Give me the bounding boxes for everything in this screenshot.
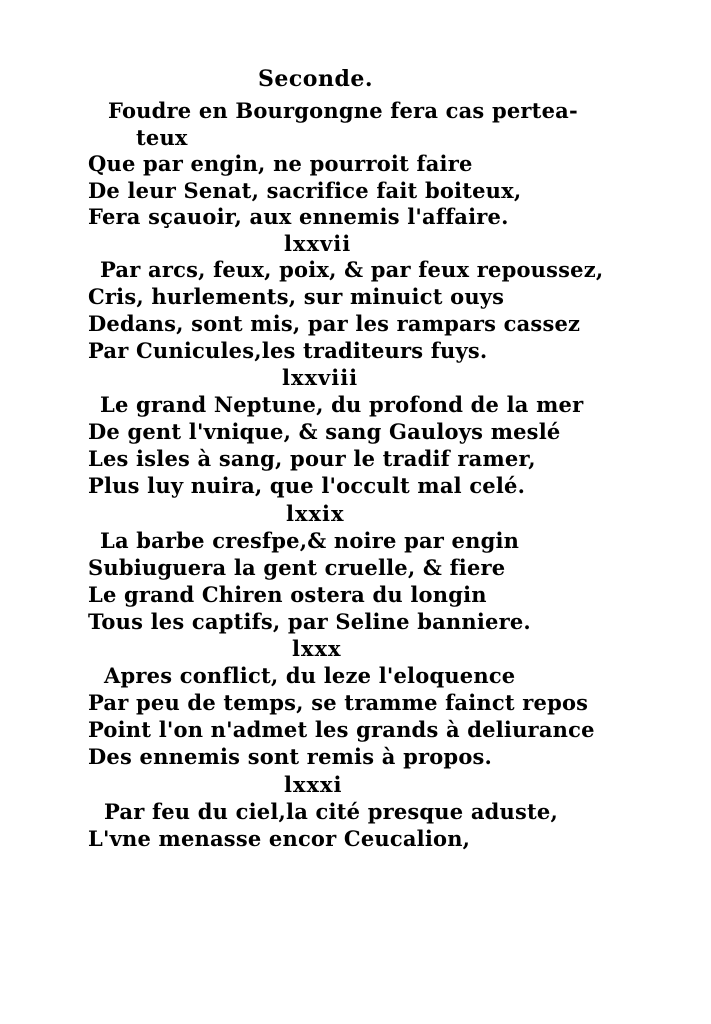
- verse-line: Point l'on n'admet les grands à deliurance: [88, 717, 595, 742]
- verse-line: De gent l'vnique, & sang Gauloys meslé: [88, 419, 561, 444]
- quatrain-number: lxxx: [292, 636, 342, 661]
- verse-line: Par arcs, feux, poix, & par feux repoussez,: [100, 257, 604, 282]
- quatrain-number: lxxvii: [284, 231, 352, 256]
- verse-line: Fera sçauoir, aux ennemis l'affaire.: [88, 204, 509, 229]
- verse-line: teux: [136, 125, 188, 150]
- quatrain-number: lxxxi: [284, 772, 343, 797]
- verse-line: Subiuguera la gent cruelle, & fiere: [88, 555, 506, 580]
- quatrain-number: lxxix: [286, 501, 345, 526]
- verse-line: Que par engin, ne pourroit faire: [88, 151, 473, 176]
- verse-line: Dedans, sont mis, par les rampars cassez: [88, 311, 581, 336]
- verse-line: Foudre en Bourgongne fera cas pertea-: [108, 98, 578, 123]
- verse-line: Cris, hurlements, sur minuict ouys: [88, 284, 505, 309]
- quatrain-number: lxxviii: [282, 365, 359, 390]
- running-head: Seconde.: [258, 66, 373, 92]
- verse-line: La barbe cresfpe,& noire par engin: [100, 528, 520, 553]
- verse-line: De leur Senat, sacrifice fait boiteux,: [88, 178, 522, 203]
- verse-line: L'vne menasse encor Ceucalion,: [88, 826, 471, 851]
- verse-line: Plus luy nuira, que l'occult mal celé.: [88, 473, 526, 498]
- verse-line: Les isles à sang, pour le tradif ramer,: [88, 446, 536, 471]
- verse-line: Par feu du ciel,la cité presque aduste,: [104, 799, 558, 824]
- verse-line: Le grand Chiren ostera du longin: [88, 582, 487, 607]
- verse-line: Par peu de temps, se tramme fainct repos: [88, 690, 589, 715]
- verse-line: Par Cunicules,les traditeurs fuys.: [88, 338, 488, 363]
- verse-line: Apres conflict, du leze l'eloquence: [104, 663, 516, 688]
- verse-line: Tous les captifs, par Seline banniere.: [88, 609, 531, 634]
- verse-line: Des ennemis sont remis à propos.: [88, 744, 493, 769]
- verse-line: Le grand Neptune, du profond de la mer: [100, 392, 584, 417]
